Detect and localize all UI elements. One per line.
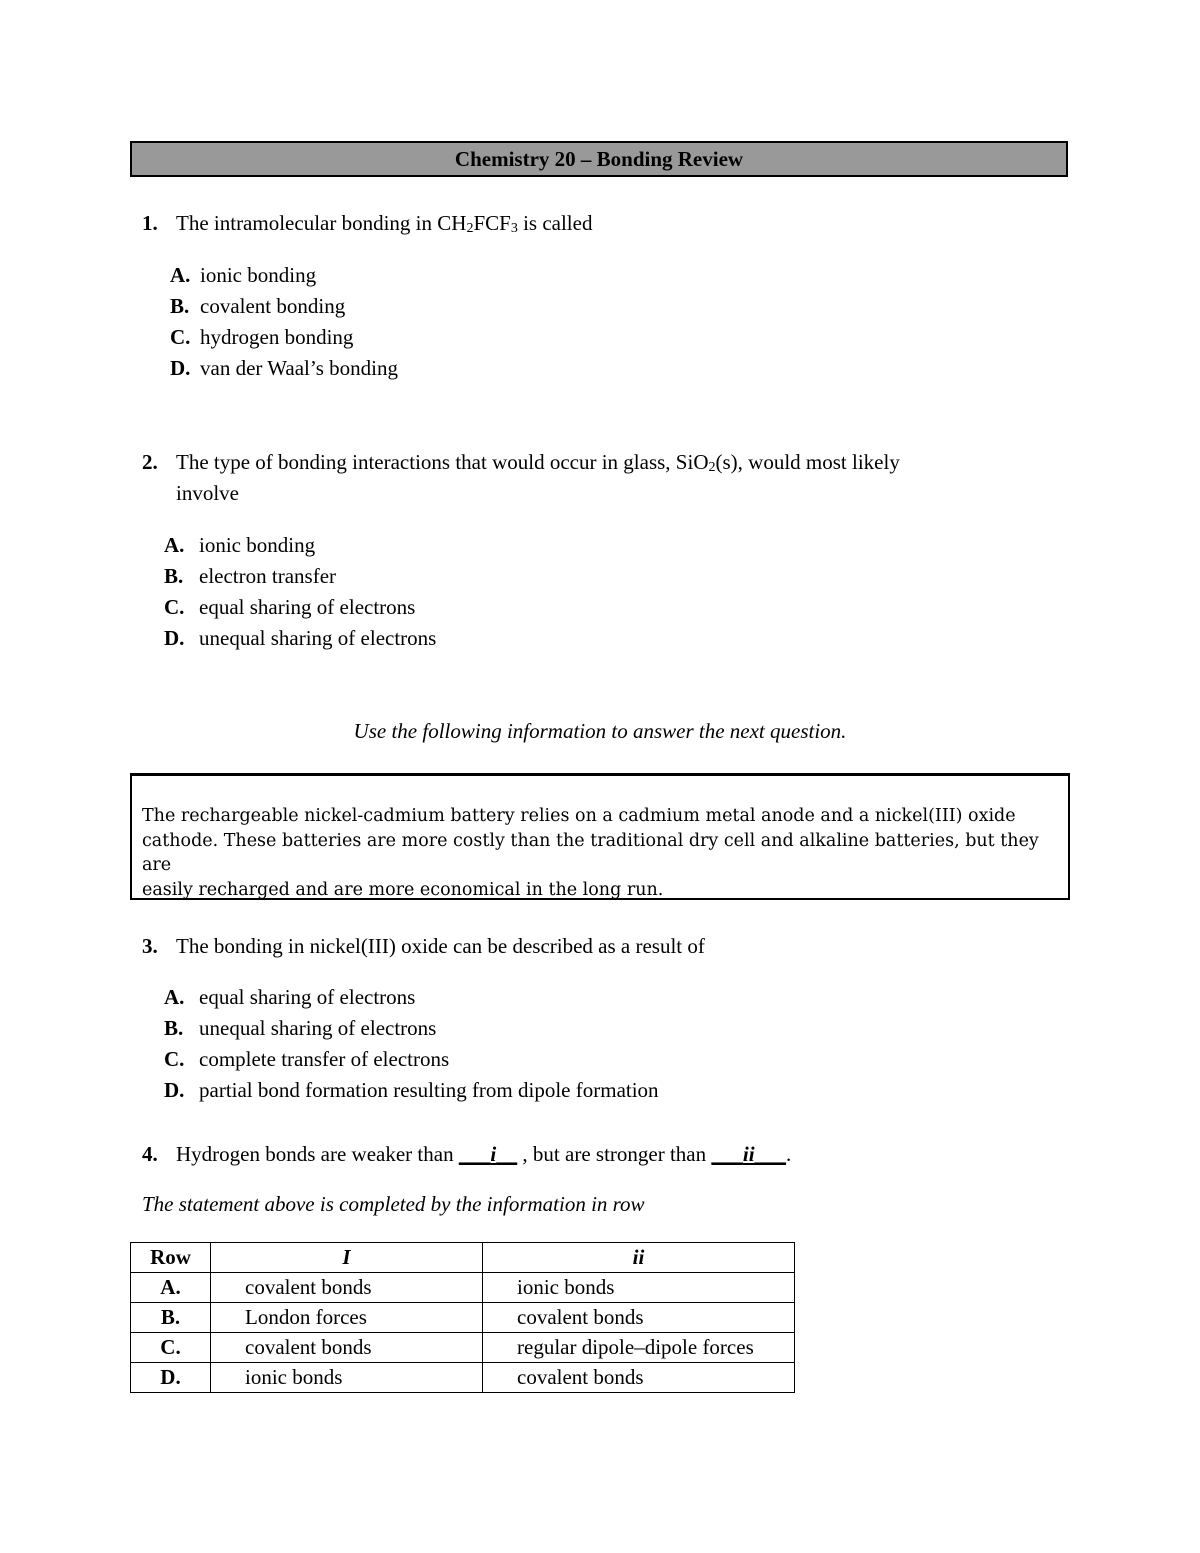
column-header-ii: ii — [483, 1243, 795, 1273]
info-line: easily recharged and are more economical in the long run. — [142, 879, 664, 900]
cell-ii: ionic bonds — [483, 1273, 795, 1303]
row-label: D. — [131, 1363, 211, 1393]
question-2-stem: 2. The type of bonding interactions that would occur in glass, SiO$_2$(s), would most likely — [142, 450, 900, 475]
column-header-i: I — [211, 1243, 483, 1273]
column-header-row: Row — [131, 1243, 211, 1273]
option-c[interactable]: C. equal sharing of electrons — [164, 595, 416, 619]
table-header-row — [131, 1243, 795, 1273]
answer-table — [130, 1242, 795, 1393]
option-c[interactable]: C. hydrogen bonding — [170, 325, 354, 349]
table-row[interactable] — [131, 1273, 795, 1303]
option-d[interactable]: D. van der Waal’s bonding — [170, 356, 398, 380]
option-b[interactable]: B. electron transfer — [164, 564, 337, 588]
cell-i: London forces — [211, 1303, 483, 1333]
info-line: The rechargeable nickel-cadmium battery relies on a cadmium metal anode and a nickel(III) oxide — [142, 806, 1016, 826]
cell-i: covalent bonds — [211, 1273, 483, 1303]
option-d[interactable]: D. unequal sharing of electrons — [164, 626, 437, 650]
question-3-stem: 3. The bonding in nickel(III) oxide can be described as a result of — [142, 934, 705, 958]
completion-instruction: The statement above is completed by the information in row — [142, 1192, 645, 1216]
blank-ii: ___ii___ — [711, 1142, 787, 1166]
table-row[interactable] — [131, 1303, 795, 1333]
question-number: 1. — [142, 211, 158, 235]
row-label: B. — [131, 1303, 211, 1333]
question-4-stem: 4. Hydrogen bonds are weaker than ___i__ , but are stronger than ___ii___. — [142, 1142, 792, 1166]
question-2-stem-continued: involve — [176, 481, 239, 505]
row-label: C. — [131, 1333, 211, 1363]
question-number: 3. — [142, 934, 158, 958]
option-a[interactable]: A. equal sharing of electrons — [164, 985, 416, 1009]
option-c[interactable]: C. complete transfer of electrons — [164, 1047, 450, 1071]
cell-ii: covalent bonds — [483, 1303, 795, 1333]
question-number: 4. — [142, 1142, 158, 1166]
cell-i: covalent bonds — [211, 1333, 483, 1363]
info-box — [130, 773, 1070, 900]
option-b[interactable]: B. unequal sharing of electrons — [164, 1016, 437, 1040]
row-label: A. — [131, 1273, 211, 1303]
cell-ii: covalent bonds — [483, 1363, 795, 1393]
table-row[interactable] — [131, 1333, 795, 1363]
cell-ii: regular dipole–dipole forces — [483, 1333, 795, 1363]
info-line: cathode. These batteries are more costly than the traditional dry cell and alkaline batteries, but they are — [142, 830, 1039, 875]
page-title: Chemistry 20 – Bonding Review — [130, 141, 1068, 177]
info-intro: Use the following information to answer the next question. — [353, 719, 847, 743]
blank-i: ___i__ — [458, 1142, 518, 1166]
question-1-stem: 1. The intramolecular bonding in $CH_2FCF_3$ is called — [142, 211, 593, 236]
option-d[interactable]: D. partial bond formation resulting from dipole formation — [164, 1078, 659, 1102]
question-number: 2. — [142, 450, 158, 474]
table-row[interactable] — [131, 1363, 795, 1393]
option-b[interactable]: B. covalent bonding — [170, 294, 346, 318]
option-a[interactable]: A. ionic bonding — [170, 263, 317, 287]
cell-i: ionic bonds — [211, 1363, 483, 1393]
option-a[interactable]: A. ionic bonding — [164, 533, 316, 557]
